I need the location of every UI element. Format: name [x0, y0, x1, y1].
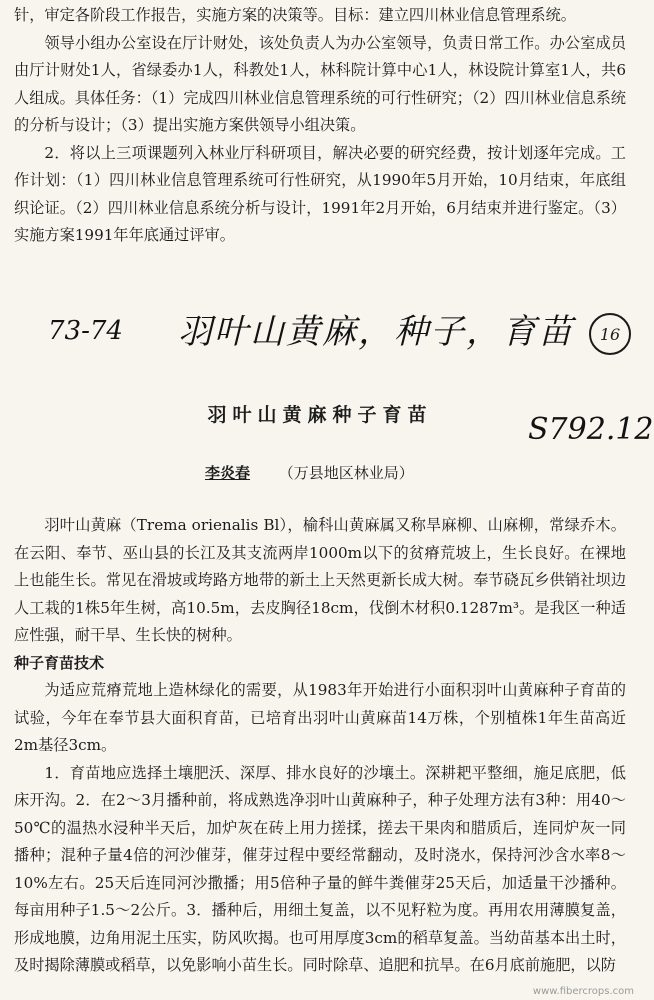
section-paragraph-1: 为适应荒瘠荒地上造林绿化的需要，从1983年开始进行小面积羽叶山黄麻种子育苗的试验，今年在奉节县大面积育苗，已培育出羽叶山黄麻苗14万株，个别植株1年生苗高近2m基径3cm。: [14, 681, 626, 754]
handwritten-page-ref: 73-74: [48, 316, 123, 346]
article-title: 羽叶山黄麻种子育苗: [207, 404, 433, 426]
top-section: [14, 2, 626, 250]
watermark: www.fibercrops.com: [532, 986, 634, 997]
author-name: 李炎春: [205, 464, 251, 482]
article-body: [14, 512, 626, 980]
section-paragraph-2: 1．育苗地应选择土壤肥沃、深厚、排水良好的沙壤土。深耕耙平整细，施足底肥，低床开沟。2．在2～3月播种前，将成熟选净羽叶山黄麻种子，种子处理方法有3种：用40～50℃的温热水浸种半天后，加炉灰在砖上用力搓揉，搓去干果肉和腊质后，连同炉灰一同播种；混种子量4倍的河沙催芽，催芽过程中要经常翻动，及时浇水，保持河沙含水率8～10%左右。25天后连同河沙撒播；用5倍种子量的鲜牛粪催芽25天后，加适量干沙播种。每亩用种子1.5～2公斤。3．播种后，用细土复盖，以不见籽粒为度。再用农用薄膜复盖，形成地膜，边角用泥土压实，防风吹揭。也可用厚度3cm的稻草复盖。当幼苗基本出土时，及时揭除薄膜或稻草，以免影响小苗生长。同时除草、追肥和抗旱。在6月底前施肥，以防: [14, 763, 626, 974]
circled-number: [589, 313, 631, 355]
handwritten-note: 羽叶山黄麻，种子，育苗: [178, 312, 574, 352]
circled-number-text: 16: [599, 324, 621, 344]
top-paragraph-2: 领导小组办公室设在厅计财处，该处负责人为办公室领导，负责日常工作。办公室成员由厅计财处1人，省绿委办1人，科教处1人，林科院计算中心1人，林设院计算室1人，共6人组成。具体任务：（1）完成四川林业信息管理系统的可行性研究；（2）四川林业信息系统的分析与设计；（3）提出实施方案供领导小组决策。: [14, 33, 626, 134]
top-paragraph-1: 针，审定各阶段工作报告，实施方案的决策等。目标：建立四川林业信息管理系统。: [14, 6, 576, 24]
top-paragraph-3: 2．将以上三项课题列入林业厅科研项目，解决必要的研究经费，按计划逐年完成。工作计划：（1）四川林业信息管理系统可行性研究，从1990年5月开始，10月结束，年底组织论证。（2）四川林业信息系统分析与设计，1991年2月开始，6月结束并进行鉴定。（3）实施方案1991年年底通过评审。: [14, 143, 626, 244]
author-affiliation: （万县地区林业局）: [278, 464, 414, 482]
handwritten-catalog-code: S792.12: [528, 412, 654, 447]
byline: [205, 462, 414, 483]
section-heading: 种子育苗技术: [14, 653, 105, 672]
intro-paragraph: 羽叶山黄麻（Trema orienalis Bl），榆科山黄麻属又称旱麻柳、山麻柳，常绿乔木。在云阳、奉节、巫山县的长江及其支流两岸1000m以下的贫瘠荒坡上，生长良好。在裸地上也能生长。常见在滑坡或垮路方地带的新土上天然更新长成大树。奉节硗瓦乡供销社坝边人工栽的1株5年生树，高10.5m，去皮胸径18cm，伐倒木材积0.1287m³。是我区一种适应性强，耐干旱、生长快的树种。: [14, 516, 626, 644]
